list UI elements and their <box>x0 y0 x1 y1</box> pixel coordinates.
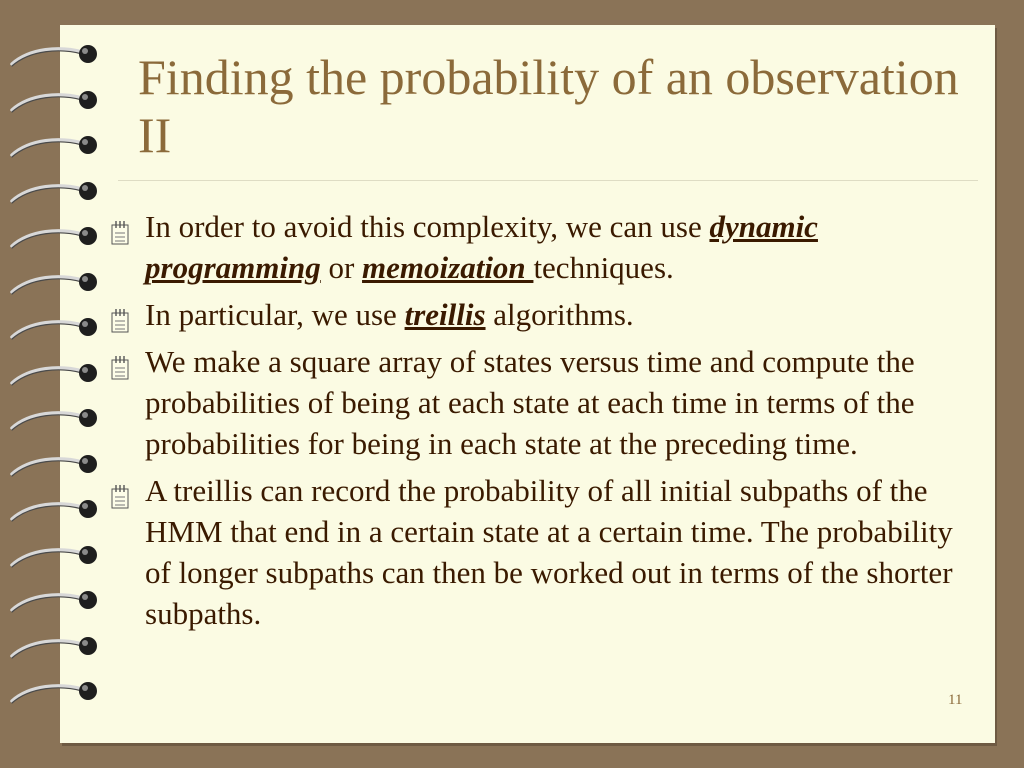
bullet-item <box>105 294 975 335</box>
keyword-term: dynamic programming <box>145 209 818 285</box>
spiral-ring-icon <box>10 86 110 116</box>
spiral-ring-icon <box>10 632 110 662</box>
spiral-ring-icon <box>10 359 110 389</box>
bullet-text: or <box>320 250 363 285</box>
spiral-ring-icon <box>10 541 110 571</box>
spiral-ring-icon <box>10 677 110 707</box>
bullet-item <box>105 206 975 288</box>
spiral-ring-icon <box>10 131 110 161</box>
spiral-ring-icon <box>10 495 110 525</box>
bullet-text: We make a square array of states versus time and compute the probabilities of being at each state at each time in terms of the probabilities for being in each state at the preceding time. <box>145 344 915 461</box>
bullet-list <box>105 206 975 640</box>
bullet-text: In particular, we use <box>145 297 405 332</box>
spiral-ring-icon <box>10 40 110 70</box>
bullet-text: In order to avoid this complexity, we can use <box>145 209 710 244</box>
spiral-ring-icon <box>10 177 110 207</box>
notepad-bullet-icon <box>105 354 133 382</box>
bullet-item <box>105 470 975 634</box>
spiral-ring-icon <box>10 268 110 298</box>
spiral-ring-icon <box>10 586 110 616</box>
notepad-bullet-icon <box>105 307 133 335</box>
notepad-bullet-icon <box>105 219 133 247</box>
bullet-text: A treillis can record the probability of all initial subpaths of the HMM that end in a certain state at a certain time. The probability of longer subpaths can then be worked out in terms of the shorter subpaths. <box>145 473 953 631</box>
slide-title: Finding the probability of an observation II <box>138 49 959 163</box>
notepad-bullet-icon <box>105 483 133 511</box>
spiral-ring-icon <box>10 404 110 434</box>
spiral-ring-icon <box>10 450 110 480</box>
slide-number: 11 <box>948 692 963 708</box>
title-divider <box>118 180 978 181</box>
spiral-binding <box>10 40 110 730</box>
bullet-text: techniques. <box>533 250 674 285</box>
keyword-term: memoization <box>362 250 534 285</box>
spiral-ring-icon <box>10 222 110 252</box>
bullet-text: algorithms. <box>485 297 634 332</box>
spiral-ring-icon <box>10 313 110 343</box>
bullet-item <box>105 341 975 464</box>
keyword-term: treillis <box>404 297 486 332</box>
